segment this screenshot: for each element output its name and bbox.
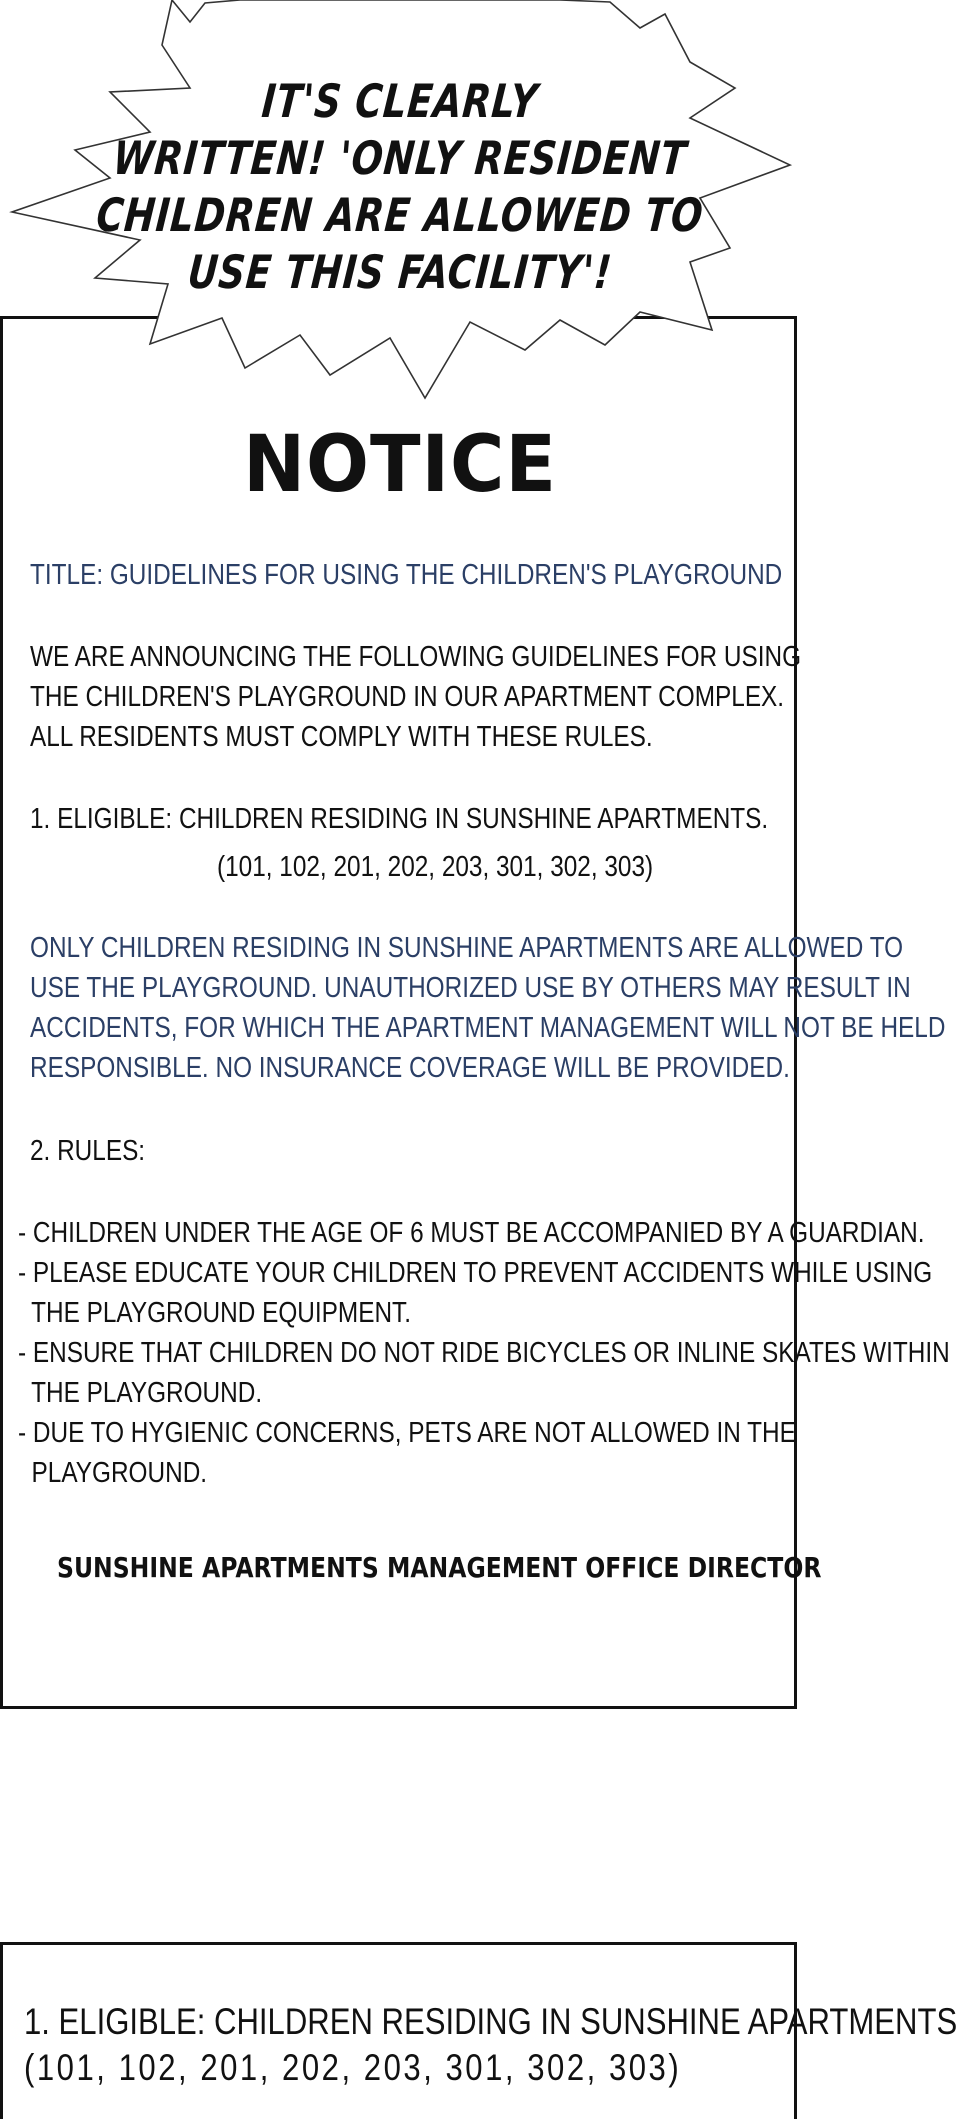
rule-line-5: THE PLAYGROUND. [18, 1377, 263, 1409]
closeup-eligible-heading: 1. ELIGIBLE: CHILDREN RESIDING IN SUNSHINE APARTMENTS [24, 2001, 957, 2042]
speech-line-4: USE THIS FACILITY'! [185, 245, 615, 299]
warning-line-3: ACCIDENTS, FOR WHICH THE APARTMENT MANAGEMENT WILL NOT BE HELD [30, 1012, 946, 1044]
warning-line-4: RESPONSIBLE. NO INSURANCE COVERAGE WILL BE PROVIDED. [30, 1052, 790, 1084]
intro-line-2: THE CHILDREN'S PLAYGROUND IN OUR APARTMENT COMPLEX. [30, 681, 785, 713]
closeup-eligible-units: (101, 102, 201, 202, 203, 301, 302, 303) [24, 2047, 682, 2088]
speech-line-1: IT'S CLEARLY [259, 74, 541, 128]
intro-line-1: WE ARE ANNOUNCING THE FOLLOWING GUIDELINES FOR USING [30, 641, 802, 673]
eligible-heading: 1. ELIGIBLE: CHILDREN RESIDING IN SUNSHINE APARTMENTS. [30, 803, 769, 835]
rules-heading: 2. RULES: [30, 1135, 146, 1167]
rule-line-7: PLAYGROUND. [18, 1457, 208, 1489]
eligible-units: (101, 102, 201, 202, 203, 301, 302, 303) [217, 851, 654, 883]
rule-line-4: - ENSURE THAT CHILDREN DO NOT RIDE BICYCLES OR INLINE SKATES WITHIN [18, 1337, 950, 1369]
speech-line-2: WRITTEN! 'ONLY RESIDENT [111, 131, 689, 185]
rule-line-6: - DUE TO HYGIENIC CONCERNS, PETS ARE NOT ALLOWED IN THE [18, 1417, 796, 1449]
signature: SUNSHINE APARTMENTS MANAGEMENT OFFICE DIRECTOR [57, 1551, 822, 1584]
notice-heading: NOTICE [243, 420, 557, 510]
rule-line-3: THE PLAYGROUND EQUIPMENT. [18, 1297, 411, 1329]
speech-line-3: CHILDREN ARE ALLOWED TO [94, 188, 706, 242]
rule-line-1: - CHILDREN UNDER THE AGE OF 6 MUST BE ACCOMPANIED BY A GUARDIAN. [18, 1217, 925, 1249]
notice-title: TITLE: GUIDELINES FOR USING THE CHILDREN'S PLAYGROUND [30, 559, 783, 591]
warning-line-2: USE THE PLAYGROUND. UNAUTHORIZED USE BY OTHERS MAY RESULT IN [30, 972, 911, 1004]
intro-line-3: ALL RESIDENTS MUST COMPLY WITH THESE RULES. [30, 721, 653, 753]
warning-line-1: ONLY CHILDREN RESIDING IN SUNSHINE APARTMENTS ARE ALLOWED TO [30, 932, 904, 964]
rule-line-2: - PLEASE EDUCATE YOUR CHILDREN TO PREVENT ACCIDENTS WHILE USING [18, 1257, 933, 1289]
